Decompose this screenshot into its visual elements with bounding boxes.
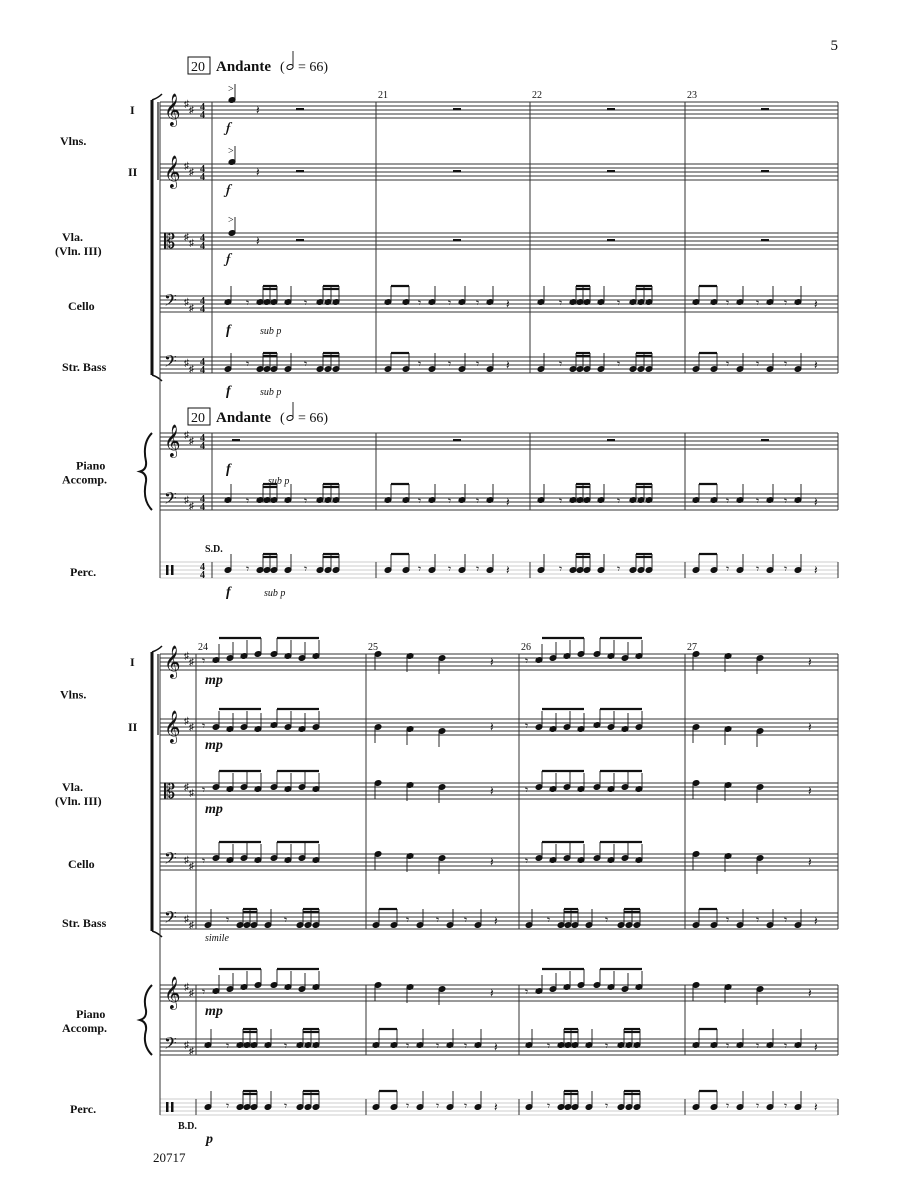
quarter-rest: 𝄽 (506, 495, 510, 509)
eighth-rest: 𝄾 (202, 719, 206, 733)
half-rest (232, 439, 240, 441)
metronome-mark: ( (280, 60, 285, 75)
eighth-rest: 𝄾 (202, 654, 206, 668)
system-1-label-violins: Vlns. (60, 134, 87, 148)
eighth-rest: 𝄾 (284, 913, 288, 927)
key-sharp: ♯ (189, 988, 194, 999)
time-signature-bottom: 4 (200, 241, 205, 252)
eighth-rest: 𝄾 (226, 913, 230, 927)
bass-clef: 𝄢 (164, 909, 177, 931)
time-signature-bottom: 4 (200, 110, 205, 121)
key-sharp: ♯ (184, 99, 189, 110)
half-rest (453, 239, 461, 241)
eighth-rest: 𝄾 (418, 357, 422, 371)
eighth-rest: 𝄾 (476, 494, 480, 508)
tempo-marking-piano (188, 402, 328, 426)
simile-marking: simile (205, 933, 229, 944)
quarter-rest: 𝄽 (814, 358, 818, 372)
key-sharp: ♯ (189, 238, 194, 249)
treble-clef: 𝄞 (164, 426, 181, 457)
dynamic-mp: mp (205, 738, 223, 753)
quarter-rest: 𝄽 (506, 358, 510, 372)
dynamic-mp: mp (205, 673, 223, 688)
eighth-rest: 𝄾 (726, 913, 730, 927)
time-signature-top: 4 (200, 494, 205, 505)
key-sharp: ♯ (184, 716, 189, 727)
key-sharp: ♯ (184, 297, 189, 308)
alto-clef: 𝄡 (164, 781, 176, 803)
system-1-label-viola: Vla. (62, 230, 83, 244)
percussion-staff-system-2 (160, 1091, 838, 1115)
key-sharp: ♯ (189, 657, 194, 668)
violin-2-staff (160, 146, 838, 198)
eighth-rest: 𝄾 (418, 494, 422, 508)
eighth-rest: 𝄾 (226, 1099, 230, 1113)
eighth-rest: 𝄾 (448, 357, 452, 371)
system-1-piano-brace (140, 433, 152, 510)
dynamic-p: p (206, 1132, 213, 1147)
measure-number: 25 (368, 642, 378, 653)
metronome-mark: = 66) (298, 411, 329, 426)
eighth-rest: 𝄾 (784, 296, 788, 310)
viola-staff-system-2 (160, 771, 838, 803)
eighth-rest: 𝄾 (617, 562, 621, 576)
key-sharp: ♯ (189, 1046, 194, 1057)
percussion-clef (166, 1102, 169, 1112)
eighth-rest: 𝄾 (525, 854, 529, 868)
quarter-rest: 𝄽 (256, 103, 260, 117)
dynamic-sub-p: sub p (260, 387, 282, 398)
quarter-rest: 𝄽 (494, 1040, 498, 1054)
system-1-label-violin-1: I (130, 103, 135, 117)
eighth-rest: 𝄾 (756, 357, 760, 371)
key-sharp: ♯ (189, 436, 194, 447)
half-rest (607, 439, 615, 441)
cello-staff-system-2 (160, 842, 838, 874)
time-signature-bottom: 4 (200, 502, 205, 513)
eighth-rest: 𝄾 (448, 494, 452, 508)
percussion-clef (171, 565, 174, 575)
eighth-rest: 𝄾 (246, 562, 250, 576)
rehearsal-number: 20 (191, 60, 205, 75)
eighth-rest: 𝄾 (464, 1099, 468, 1113)
system-2-piano-brace (140, 985, 152, 1055)
half-rest (453, 170, 461, 172)
forte-dynamic: f (226, 585, 231, 600)
quarter-rest: 𝄽 (808, 986, 812, 1000)
quarter-rest: 𝄽 (256, 234, 260, 248)
time-signature-bottom: 4 (200, 172, 205, 183)
bass-clef: 𝄢 (164, 850, 177, 872)
quarter-rest: 𝄽 (490, 655, 494, 669)
half-rest (761, 239, 769, 241)
quarter-rest: 𝄽 (490, 720, 494, 734)
eighth-rest: 𝄾 (406, 1099, 410, 1113)
key-sharp: ♯ (189, 167, 194, 178)
measure-number: 21 (378, 90, 388, 101)
tempo-text: Andante (216, 410, 272, 426)
eighth-rest: 𝄾 (304, 296, 308, 310)
accent-mark: > (228, 146, 234, 157)
half-rest (607, 170, 615, 172)
measure-number: 23 (687, 90, 697, 101)
treble-clef: 𝄞 (164, 157, 181, 188)
system-1-label-violin-2: II (128, 165, 138, 179)
eighth-rest: 𝄾 (448, 296, 452, 310)
violin-2-staff-system-2 (160, 709, 838, 747)
eighth-rest: 𝄾 (726, 357, 730, 371)
key-sharp: ♯ (184, 651, 189, 662)
eighth-rest: 𝄾 (559, 357, 563, 371)
bass-staff (160, 353, 838, 376)
quarter-rest: 𝄽 (808, 720, 812, 734)
system-2-label-piano: Piano (76, 1007, 106, 1021)
key-sharp: ♯ (189, 920, 194, 931)
system-2-label-cello: Cello (68, 857, 95, 871)
eighth-rest: 𝄾 (605, 1039, 609, 1053)
eighth-rest: 𝄾 (304, 357, 308, 371)
time-signature-bottom: 4 (200, 304, 205, 315)
eighth-rest: 𝄾 (406, 1039, 410, 1053)
eighth-rest: 𝄾 (784, 494, 788, 508)
quarter-rest: 𝄽 (814, 1040, 818, 1054)
violin-1-staff (160, 84, 838, 136)
eighth-rest: 𝄾 (784, 1099, 788, 1113)
eighth-rest: 𝄾 (304, 494, 308, 508)
eighth-rest: 𝄾 (756, 913, 760, 927)
key-sharp: ♯ (184, 161, 189, 172)
key-sharp: ♯ (189, 788, 194, 799)
eighth-rest: 𝄾 (525, 719, 529, 733)
eighth-rest: 𝄾 (246, 357, 250, 371)
rehearsal-number: 20 (191, 411, 205, 426)
measure-number: 27 (687, 642, 697, 653)
tempo-text: Andante (216, 59, 272, 75)
piano-treble-staff-system-2 (160, 969, 838, 1010)
half-rest (453, 108, 461, 110)
quarter-rest: 𝄽 (494, 1100, 498, 1114)
eighth-rest: 𝄾 (246, 296, 250, 310)
quarter-rest: 𝄽 (256, 165, 260, 179)
half-rest (296, 170, 304, 172)
quarter-rest: 𝄽 (814, 495, 818, 509)
half-rest (761, 439, 769, 441)
eighth-rest: 𝄾 (547, 1099, 551, 1113)
dynamic-mp: mp (205, 1004, 223, 1019)
quarter-rest: 𝄽 (490, 986, 494, 1000)
half-rest (761, 170, 769, 172)
eighth-rest: 𝄾 (605, 1099, 609, 1113)
measure-number: 22 (532, 90, 542, 101)
eighth-rest: 𝄾 (547, 1039, 551, 1053)
dynamic-sub-p: sub p (260, 326, 282, 337)
time-signature-bottom: 4 (200, 365, 205, 376)
alto-clef: 𝄡 (164, 231, 176, 253)
system-2-label-viola-sub: (Vln. III) (55, 794, 102, 808)
eighth-rest: 𝄾 (525, 654, 529, 668)
eighth-rest: 𝄾 (525, 985, 529, 999)
key-sharp: ♯ (189, 105, 194, 116)
eighth-rest: 𝄾 (756, 296, 760, 310)
page-number: 5 (830, 38, 838, 54)
half-rest (607, 239, 615, 241)
time-signature-top: 4 (200, 164, 205, 175)
key-sharp: ♯ (184, 982, 189, 993)
system-2-label-violin-1: I (130, 655, 135, 669)
eighth-rest: 𝄾 (726, 1099, 730, 1113)
eighth-rest: 𝄾 (617, 296, 621, 310)
eighth-rest: 𝄾 (617, 494, 621, 508)
eighth-rest: 𝄾 (202, 854, 206, 868)
treble-clef: 𝄞 (164, 712, 181, 743)
quarter-rest: 𝄽 (814, 563, 818, 577)
system-2-label-bass: Str. Bass (62, 916, 107, 930)
quarter-rest: 𝄽 (814, 914, 818, 928)
eighth-rest: 𝄾 (436, 1039, 440, 1053)
eighth-rest: 𝄾 (418, 562, 422, 576)
key-sharp: ♯ (189, 303, 194, 314)
measure-number: 24 (198, 642, 208, 653)
key-sharp: ♯ (189, 501, 194, 512)
half-rest (761, 108, 769, 110)
quarter-rest: 𝄽 (808, 784, 812, 798)
key-sharp: ♯ (184, 855, 189, 866)
treble-clef: 𝄞 (164, 647, 181, 678)
key-sharp: ♯ (184, 782, 189, 793)
quarter-rest: 𝄽 (808, 655, 812, 669)
quarter-rest: 𝄽 (494, 914, 498, 928)
time-signature-bottom: 4 (200, 570, 205, 581)
eighth-rest: 𝄾 (756, 494, 760, 508)
eighth-rest: 𝄾 (547, 913, 551, 927)
eighth-rest: 𝄾 (756, 562, 760, 576)
eighth-rest: 𝄾 (246, 494, 250, 508)
forte-dynamic: f (226, 323, 231, 338)
quarter-rest: 𝄽 (490, 855, 494, 869)
forte-dynamic: 𝆑 (226, 183, 231, 198)
eighth-rest: 𝄾 (448, 562, 452, 576)
forte-dynamic: 𝆑 (226, 121, 231, 136)
quarter-rest: 𝄽 (814, 1100, 818, 1114)
half-rest (607, 108, 615, 110)
piano-bass-staff-system-2 (160, 1029, 838, 1057)
accent-mark: > (228, 215, 234, 226)
metronome-mark: = 66) (298, 60, 329, 75)
half-rest (453, 439, 461, 441)
percussion-clef (171, 1102, 174, 1112)
quarter-rest: 𝄽 (506, 297, 510, 311)
time-signature-top: 4 (200, 296, 205, 307)
eighth-rest: 𝄾 (726, 1039, 730, 1053)
time-signature-top: 4 (200, 357, 205, 368)
cello-staff (160, 286, 838, 315)
quarter-rest: 𝄽 (506, 563, 510, 577)
treble-clef: 𝄞 (164, 95, 181, 126)
eighth-rest: 𝄾 (726, 296, 730, 310)
eighth-rest: 𝄾 (476, 562, 480, 576)
catalog-number: 20717 (153, 1150, 186, 1165)
eighth-rest: 𝄾 (559, 494, 563, 508)
key-sharp: ♯ (184, 358, 189, 369)
accent-mark: > (228, 84, 234, 95)
key-sharp: ♯ (184, 232, 189, 243)
eighth-rest: 𝄾 (476, 296, 480, 310)
percussion-staff (160, 554, 838, 581)
dynamic-sub-p: sub p (268, 476, 290, 487)
system-1-label-bass: Str. Bass (62, 360, 107, 374)
system-1-label-percussion: Perc. (70, 565, 97, 579)
viola-staff (160, 215, 838, 267)
system-2-label-viola: Vla. (62, 780, 83, 794)
eighth-rest: 𝄾 (559, 562, 563, 576)
metronome-mark: ( (280, 411, 285, 426)
eighth-rest: 𝄾 (726, 494, 730, 508)
eighth-rest: 𝄾 (784, 1039, 788, 1053)
forte-dynamic: f (226, 462, 231, 477)
snare-drum-label: S.D. (205, 544, 223, 555)
eighth-rest: 𝄾 (284, 1039, 288, 1053)
tempo-marking-top (188, 51, 328, 75)
measure-number: 26 (521, 642, 531, 653)
eighth-rest: 𝄾 (464, 913, 468, 927)
key-sharp: ♯ (189, 722, 194, 733)
eighth-rest: 𝄾 (464, 1039, 468, 1053)
system-2-label-piano-sub: Accomp. (62, 1021, 107, 1035)
half-rest (296, 108, 304, 110)
half-rest (296, 239, 304, 241)
eighth-rest: 𝄾 (436, 913, 440, 927)
eighth-rest: 𝄾 (226, 1039, 230, 1053)
eighth-rest: 𝄾 (418, 296, 422, 310)
eighth-rest: 𝄾 (784, 562, 788, 576)
key-sharp: ♯ (184, 914, 189, 925)
system-2-label-violin-2: II (128, 720, 138, 734)
bass-clef: 𝄢 (164, 1035, 177, 1057)
forte-dynamic: 𝆑 (226, 252, 231, 267)
quarter-rest: 𝄽 (814, 297, 818, 311)
system-1-label-viola-sub: (Vln. III) (55, 244, 102, 258)
dynamic-sub-p: sub p (264, 588, 286, 599)
key-sharp: ♯ (184, 430, 189, 441)
eighth-rest: 𝄾 (525, 783, 529, 797)
system-2-label-percussion: Perc. (70, 1102, 97, 1116)
eighth-rest: 𝄾 (202, 783, 206, 797)
time-signature-top: 4 (200, 102, 205, 113)
time-signature-top: 4 (200, 433, 205, 444)
key-sharp: ♯ (189, 861, 194, 872)
dynamic-mp: mp (205, 802, 223, 817)
percussion-clef (166, 565, 169, 575)
eighth-rest: 𝄾 (784, 913, 788, 927)
time-signature-top: 4 (200, 562, 205, 573)
treble-clef: 𝄞 (164, 978, 181, 1009)
quarter-rest: 𝄽 (490, 784, 494, 798)
bass-clef: 𝄢 (164, 353, 177, 375)
eighth-rest: 𝄾 (202, 985, 206, 999)
bass-clef: 𝄢 (164, 490, 177, 512)
eighth-rest: 𝄾 (784, 357, 788, 371)
eighth-rest: 𝄾 (304, 562, 308, 576)
eighth-rest: 𝄾 (476, 357, 480, 371)
eighth-rest: 𝄾 (605, 913, 609, 927)
system-1-label-piano-sub: Accomp. (62, 472, 107, 487)
system-1-label-cello: Cello (68, 299, 95, 313)
violin-1-staff-system-2 (160, 638, 838, 679)
quarter-rest: 𝄽 (808, 855, 812, 869)
key-sharp: ♯ (189, 364, 194, 375)
piano-treble-staff (160, 425, 838, 458)
system-1-label-piano: Piano (76, 458, 106, 473)
system-2-label-violins: Vlns. (60, 687, 87, 702)
time-signature-bottom: 4 (200, 441, 205, 452)
eighth-rest: 𝄾 (756, 1099, 760, 1113)
bass-clef: 𝄢 (164, 292, 177, 314)
eighth-rest: 𝄾 (436, 1099, 440, 1113)
piano-bass-staff (160, 484, 838, 513)
forte-dynamic: f (226, 384, 231, 399)
key-sharp: ♯ (184, 1040, 189, 1051)
bass-staff-system-2 (160, 909, 838, 931)
bass-drum-label: B.D. (178, 1121, 197, 1132)
eighth-rest: 𝄾 (617, 357, 621, 371)
eighth-rest: 𝄾 (559, 296, 563, 310)
eighth-rest: 𝄾 (406, 913, 410, 927)
eighth-rest: 𝄾 (284, 1099, 288, 1113)
time-signature-top: 4 (200, 233, 205, 244)
key-sharp: ♯ (184, 495, 189, 506)
eighth-rest: 𝄾 (726, 562, 730, 576)
eighth-rest: 𝄾 (756, 1039, 760, 1053)
